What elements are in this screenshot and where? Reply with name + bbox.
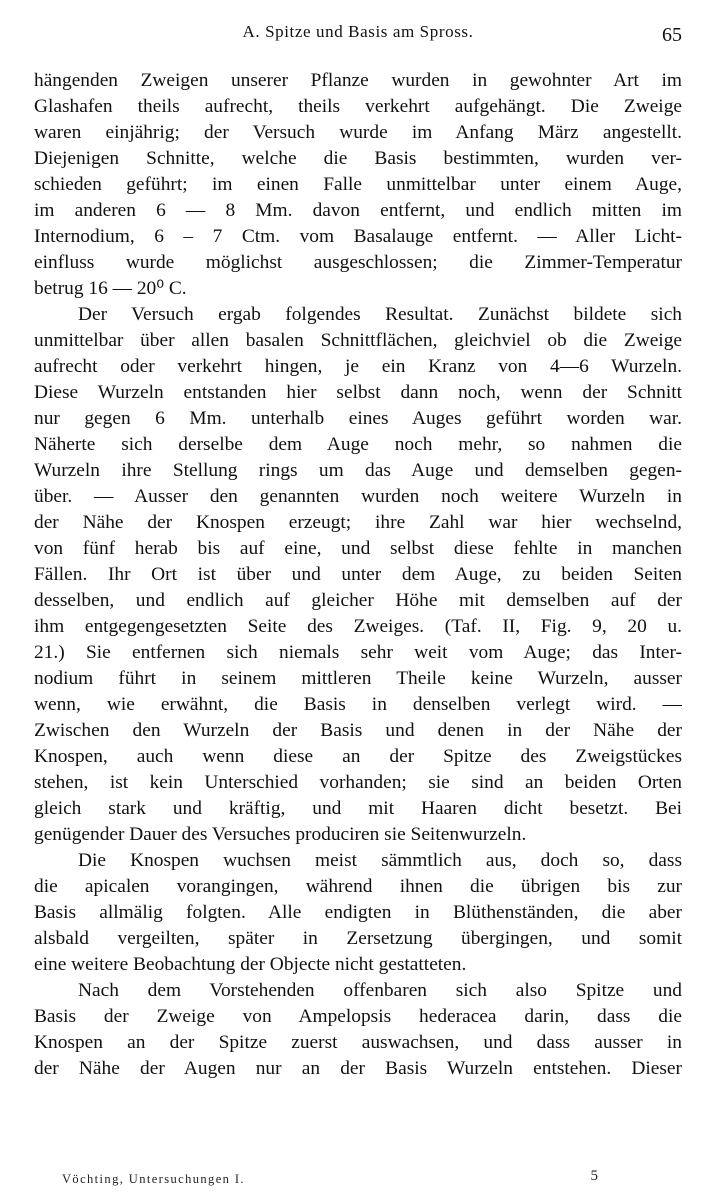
running-head xyxy=(34,22,682,52)
running-title: A. Spitze und Basis am Spross. xyxy=(242,22,474,41)
text-line: unmittelbar über allen basalen Schnittflächen, gleichviel ob die Zweige xyxy=(34,330,682,351)
body-text xyxy=(34,68,682,1082)
text-line: alsbald vergeilten, später in Zersetzung übergingen, und somit xyxy=(34,928,682,949)
text-line: Basis allmälig folgten. Alle endigten in Blüthenständen, die aber xyxy=(34,902,682,923)
text-line: Wurzeln ihre Stellung rings um das Auge und demselben gegen- xyxy=(34,460,682,481)
text-line: stehen, ist kein Unterschied vorhanden; sie sind an beiden Orten xyxy=(34,772,682,793)
text-line: Internodium, 6 – 7 Ctm. vom Basalauge entfernt. — Aller Licht- xyxy=(34,226,682,247)
text-line: über. — Ausser den genannten wurden noch weitere Wurzeln in xyxy=(34,486,682,507)
paragraph-end-line: betrug 16 — 20⁰ C. xyxy=(34,278,187,299)
text-line: im anderen 6 — 8 Mm. davon entfernt, und endlich mitten im xyxy=(34,200,682,221)
text-line: ihm entgegengesetzten Seite des Zweiges. (Taf. II, Fig. 9, 20 u. xyxy=(34,616,682,637)
text-line: Knospen an der Spitze zuerst auswachsen, und dass ausser in xyxy=(34,1032,682,1053)
text-line: waren einjährig; der Versuch wurde im Anfang März angestellt. xyxy=(34,122,682,143)
text-line: Basis der Zweige von Ampelopsis hederacea darin, dass die xyxy=(34,1006,682,1027)
text-line: Näherte sich derselbe dem Auge noch mehr, so nahmen die xyxy=(34,434,682,455)
text-line: gleich stark und kräftig, und mit Haaren dicht besetzt. Bei xyxy=(34,798,682,819)
text-line: der Nähe der Knospen erzeugt; ihre Zahl war hier wechselnd, xyxy=(34,512,682,533)
paragraph-end-line: genügender Dauer des Versuches produciren sie Seitenwurzeln. xyxy=(34,824,527,845)
paragraph-start-line: Der Versuch ergab folgendes Resultat. Zunächst bildete sich xyxy=(78,304,682,325)
text-line: Knospen, auch wenn diese an der Spitze des Zweigstückes xyxy=(34,746,682,767)
page-number: 65 xyxy=(662,24,682,46)
signature-line: Vöchting, Untersuchungen I. xyxy=(62,1172,245,1186)
page-footer xyxy=(62,1168,598,1194)
text-line: schieden geführt; im einen Falle unmittelbar unter einem Auge, xyxy=(34,174,682,195)
paragraph-end-line: eine weitere Beobachtung der Objecte nicht gestatteten. xyxy=(34,954,467,975)
sheet-mark: 5 xyxy=(590,1168,598,1184)
text-line: von fünf herab bis auf eine, und selbst diese fehlte in manchen xyxy=(34,538,682,559)
text-line: 21.) Sie entfernen sich niemals sehr weit vom Auge; das Inter- xyxy=(34,642,682,663)
text-line: Diese Wurzeln entstanden hier selbst dann noch, wenn der Schnitt xyxy=(34,382,682,403)
text-line: aufrecht oder verkehrt hingen, je ein Kranz von 4—6 Wurzeln. xyxy=(34,356,682,377)
text-line: desselben, und endlich auf gleicher Höhe mit demselben auf der xyxy=(34,590,682,611)
text-line: hängenden Zweigen unserer Pflanze wurden in gewohnter Art im xyxy=(34,70,682,91)
text-line: Zwischen den Wurzeln der Basis und denen in der Nähe der xyxy=(34,720,682,741)
text-line: wenn, wie erwähnt, die Basis in denselben verlegt wird. — xyxy=(34,694,682,715)
text-line: einfluss wurde möglichst ausgeschlossen; die Zimmer-Temperatur xyxy=(34,252,682,273)
paragraph-start-line: Die Knospen wuchsen meist sämmtlich aus, doch so, dass xyxy=(78,850,682,871)
text-line: Glashafen theils aufrecht, theils verkehrt aufgehängt. Die Zweige xyxy=(34,96,682,117)
text-line: der Nähe der Augen nur an der Basis Wurzeln entstehen. Dieser xyxy=(34,1058,682,1079)
text-line: nodium führt in seinem mittleren Theile keine Wurzeln, ausser xyxy=(34,668,682,689)
text-line: Fällen. Ihr Ort ist über und unter dem Auge, zu beiden Seiten xyxy=(34,564,682,585)
text-line: Diejenigen Schnitte, welche die Basis bestimmten, wurden ver- xyxy=(34,148,682,169)
text-line: die apicalen vorangingen, während ihnen die übrigen bis zur xyxy=(34,876,682,897)
text-line: nur gegen 6 Mm. unterhalb eines Auges geführt worden war. xyxy=(34,408,682,429)
paragraph-start-line: Nach dem Vorstehenden offenbaren sich also Spitze und xyxy=(78,980,682,1001)
